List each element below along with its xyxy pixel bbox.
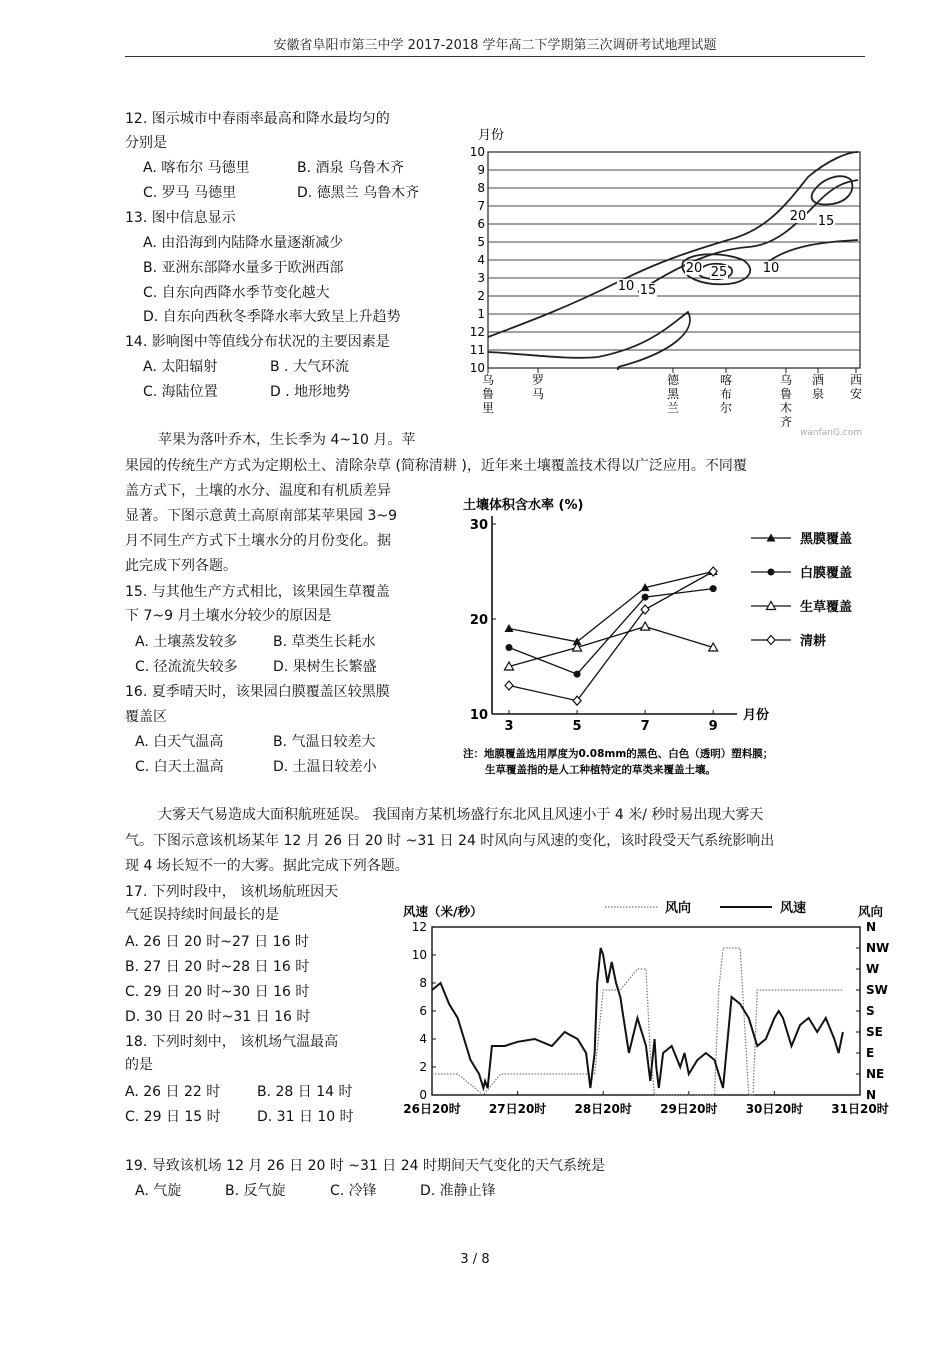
soil-ytick-label: 10: [469, 708, 488, 723]
wind-ytick-label: 8: [419, 976, 427, 990]
q19-stem: 19. 导致该机场 12 月 26 日 20 时 ~31 日 24 时期间天气变化的天气系统是: [125, 1158, 606, 1174]
wind-y2tick-label: NW: [866, 941, 890, 955]
wind-xtick-label: 27日20时: [488, 1102, 547, 1116]
q18-stem-cont: 的是: [125, 1057, 153, 1073]
q15-option-a: A. 土壤蒸发较多: [135, 634, 238, 650]
wind-frame: [432, 927, 860, 1095]
soil-xtick-label: 5: [572, 719, 582, 734]
soil-legend-label: 清耕: [800, 634, 827, 649]
soil-legend-label: 黑膜覆盖: [800, 532, 853, 547]
q18-stem: 18. 下列时刻中， 该机场气温最高: [125, 1034, 339, 1050]
contour-yticks: [470, 145, 485, 375]
q17-stem: 17. 下列时段中， 该机场航班因天: [125, 884, 339, 900]
contour-value-label: 20: [685, 261, 703, 276]
passage2-line3: 现 4 场长短不一的大雾。据此完成下列各题。: [125, 858, 409, 874]
q17-stem-cont: 气延误持续时间最长的是: [125, 907, 279, 923]
contour-ylabel: 月份: [478, 128, 505, 143]
wind-xtick-label: 28日20时: [574, 1102, 632, 1116]
contour-ytick: 7: [477, 199, 485, 213]
q16-stem-cont: 覆盖区: [125, 709, 167, 725]
city-label: 喀布尔: [719, 373, 733, 415]
contour-lines: [488, 152, 858, 370]
q17-option-b: B. 27 日 20 时~28 日 16 时: [125, 959, 310, 975]
q13-option-c: C. 自东向西降水季节变化越大: [143, 285, 330, 301]
wind-y2tick-label: N: [866, 920, 877, 934]
q15-option-c: C. 径流流失较多: [135, 659, 238, 675]
q17-option-a: A. 26 日 20 时~27 日 16 时: [125, 934, 309, 950]
contour-cities: [482, 368, 862, 429]
wind-legend-speed-label: 风速: [780, 901, 807, 916]
q19-option-b: B. 反气旋: [225, 1183, 286, 1199]
wind-speed-line: [432, 948, 843, 1088]
q16-stem: 16. 夏季晴天时，该果园白膜覆盖区较黑膜: [125, 684, 390, 700]
q16-option-a: A. 白天气温高: [135, 734, 224, 750]
q12-option-a: A. 喀布尔 马德里: [143, 160, 250, 176]
passage1-line2: 果园的传统生产方式为定期松土、清除杂草 (简称清耕 )，近年来土壤覆盖技术得以广泛应用。不同覆: [125, 458, 747, 474]
soil-ytick-label: 20: [469, 613, 488, 628]
contour-ytick: 5: [477, 235, 485, 249]
passage2-line1: 大雾天气易造成大面积航班延误。 我国南方某机场盛行东北风且风速小于 4 米/ 秒时易出现大雾天: [158, 807, 764, 823]
passage2-line2: 气。下图示意该机场某年 12 月 26 日 20 时 ~31 日 24 时风向与风速的变化，该时段受天气系统影响出: [125, 833, 775, 849]
contour-ytick: 2: [477, 289, 485, 303]
soil-point: [505, 681, 513, 690]
soil-xtick-label: 9: [708, 719, 718, 734]
q13-stem: 13. 图中信息显示: [125, 210, 236, 226]
soil-series-line: [509, 589, 713, 675]
q14-stem: 14. 影响图中等值线分布状况的主要因素是: [125, 334, 390, 350]
wind-axes: [403, 920, 889, 1116]
soil-axes: [470, 516, 769, 734]
soil-note-1: 注：地膜覆盖选用厚度为0.08mm的黑色、白色（透明）塑料膜；: [463, 748, 774, 760]
city-label: 乌鲁木齐: [779, 373, 793, 429]
passage1-line3: 盖方式下，土壤的水分、温度和有机质差异: [125, 483, 391, 499]
passage1-line5: 月不同生产方式下土壤水分的月份变化。据: [125, 533, 391, 549]
contour-ytick: 10: [469, 361, 485, 375]
soil-moisture-chart: [455, 492, 875, 784]
wind-y2tick-label: E: [866, 1046, 875, 1060]
passage1-line4: 显著。下图示意黄土高原南部某苹果园 3~9: [125, 508, 397, 524]
wind-y2tick-label: W: [866, 962, 880, 976]
q13-option-b: B. 亚洲东部降水量多于欧洲西部: [143, 260, 344, 276]
q19-option-a: A. 气旋: [135, 1183, 182, 1199]
city-label: 西安: [849, 373, 863, 401]
wind-legend-direction-label: 风向: [665, 901, 692, 916]
soil-point: [506, 644, 513, 651]
soil-point: [642, 594, 649, 601]
city-label: 罗马: [531, 373, 545, 401]
wind-xtick-label: 29日20时: [660, 1102, 718, 1116]
q12-option-c: C. 罗马 马德里: [143, 185, 237, 201]
q13-option-a: A. 由沿海到内陆降水量逐渐减少: [143, 235, 344, 251]
soil-point: [767, 636, 775, 645]
contour-ytick: 3: [477, 271, 485, 285]
contour-ytick: 8: [477, 181, 485, 195]
wind-y2tick-label: N: [866, 1088, 877, 1102]
wind-ytick-label: 0: [419, 1088, 427, 1102]
wind-ytick-label: 2: [419, 1060, 427, 1074]
contour-ytick: 6: [477, 217, 485, 231]
soil-legend-label: 白膜覆盖: [800, 566, 853, 581]
contour-value-label: 20: [789, 209, 807, 224]
page-header: 安徽省阜阳市第三中学 2017-2018 学年高二下学期第三次调研考试地理试题: [273, 38, 717, 53]
q16-option-c: C. 白天土温高: [135, 759, 224, 775]
q12-option-b: B. 酒泉 乌鲁木齐: [297, 160, 404, 176]
q15-option-d: D. 果树生长繁盛: [273, 659, 377, 675]
contour-ytick: 1: [477, 307, 485, 321]
soil-note-2: 生草覆盖指的是人工种植特定的草类来覆盖土壤。: [485, 764, 716, 776]
q15-option-b: B. 草类生长耗水: [273, 634, 376, 650]
wind-y2tick-label: NE: [866, 1067, 885, 1081]
soil-xlabel: 月份: [743, 708, 770, 723]
q14-option-d: D . 地形地势: [270, 384, 351, 400]
q15-stem-cont: 下 7~9 月土壤水分较少的原因是: [125, 608, 332, 624]
contour-value-label: 15: [639, 283, 657, 298]
soil-xtick-label: 7: [640, 719, 650, 734]
soil-legend: [751, 531, 852, 649]
page-number: 3 / 8: [460, 1252, 490, 1267]
wind-ytick-label: 4: [419, 1032, 427, 1046]
q17-option-c: C. 29 日 20 时~30 日 16 时: [125, 984, 310, 1000]
wind-series: [432, 948, 843, 1095]
wind-y2tick-label: SW: [866, 983, 888, 997]
contour-ytick: 9: [477, 163, 485, 177]
q14-option-c: C. 海陆位置: [143, 384, 218, 400]
wind-xtick-label: 30日20时: [745, 1102, 804, 1116]
soil-series: [505, 567, 718, 705]
q16-option-b: B. 气温日较差大: [273, 734, 376, 750]
soil-legend-label: 生草覆盖: [800, 600, 853, 615]
wind-legend: [605, 900, 806, 916]
soil-point: [505, 624, 514, 632]
contour-ytick: 12: [469, 325, 485, 339]
header-rule: [125, 56, 865, 57]
soil-point: [768, 569, 775, 576]
city-label: 德黑兰: [666, 373, 680, 415]
contour-ytick: 11: [469, 343, 485, 357]
soil-xtick-label: 3: [504, 719, 514, 734]
soil-chart-title: 土壤体积含水率 (%): [463, 498, 584, 513]
wind-ylabel: 风速（米/秒）: [403, 904, 483, 919]
contour-right: [768, 240, 858, 262]
contour-10-outer: [488, 152, 858, 337]
city-label: 乌鲁里: [481, 373, 495, 415]
soil-point: [710, 585, 717, 592]
soil-series-line: [509, 627, 713, 667]
wind-xtick-label: 31日20时: [831, 1102, 889, 1116]
passage1-line1: 苹果为落叶乔木，生长季为 4~10 月。苹: [158, 432, 416, 448]
q19-option-c: C. 冷锋: [330, 1183, 377, 1199]
q18-option-d: D. 31 日 10 时: [257, 1109, 354, 1125]
contour-ytick: 4: [477, 253, 485, 267]
q18-option-c: C. 29 日 15 时: [125, 1109, 221, 1125]
watermark: wanfanG.com: [800, 428, 863, 438]
contour-grid: [488, 152, 860, 368]
wind-xtick-label: 26日20时: [403, 1102, 461, 1116]
contour-value-label: 15: [817, 214, 835, 229]
soil-series-line: [509, 572, 713, 642]
soil-point: [574, 671, 581, 678]
contour-10-lower: [488, 312, 690, 367]
wind-y2label: 风向: [858, 904, 884, 919]
precipitation-contour-chart: [468, 122, 883, 440]
wind-chart: [400, 895, 900, 1127]
q16-option-d: D. 土温日较差小: [273, 759, 377, 775]
q12-stem-cont: 分别是: [125, 135, 167, 151]
q15-stem: 15. 与其他生产方式相比，该果园生草覆盖: [125, 584, 390, 600]
q13-option-d: D. 自东向西秋冬季降水率大致呈上升趋势: [143, 309, 401, 325]
soil-ytick-label: 30: [469, 518, 488, 533]
contour-value-label: 10: [762, 261, 780, 276]
wind-ytick-label: 12: [411, 920, 427, 934]
city-label: 酒泉: [811, 373, 825, 401]
wind-ytick-label: 10: [411, 948, 427, 962]
q18-option-a: A. 26 日 22 时: [125, 1084, 221, 1100]
wind-y2tick-label: S: [866, 1004, 875, 1018]
contour-value-label: 10: [617, 279, 635, 294]
q18-option-b: B. 28 日 14 时: [257, 1084, 353, 1100]
wind-ytick-label: 6: [419, 1004, 427, 1018]
q14-option-a: A. 太阳辐射: [143, 359, 218, 375]
wind-y2tick-label: SE: [866, 1025, 883, 1039]
q14-option-b: B . 大气环流: [270, 359, 349, 375]
contour-value-label: 25: [710, 265, 728, 280]
soil-point: [641, 622, 650, 630]
q17-option-d: D. 30 日 20 时~31 日 16 时: [125, 1009, 311, 1025]
q12-option-d: D. 德黑兰 乌鲁木齐: [297, 185, 420, 201]
q12-stem: 12. 图示城市中春雨率最高和降水最均匀的: [125, 111, 390, 127]
passage1-line6: 此完成下列各题。: [125, 558, 237, 574]
q19-option-d: D. 准静止锋: [420, 1183, 496, 1199]
contour-ytick: 10: [469, 145, 485, 159]
